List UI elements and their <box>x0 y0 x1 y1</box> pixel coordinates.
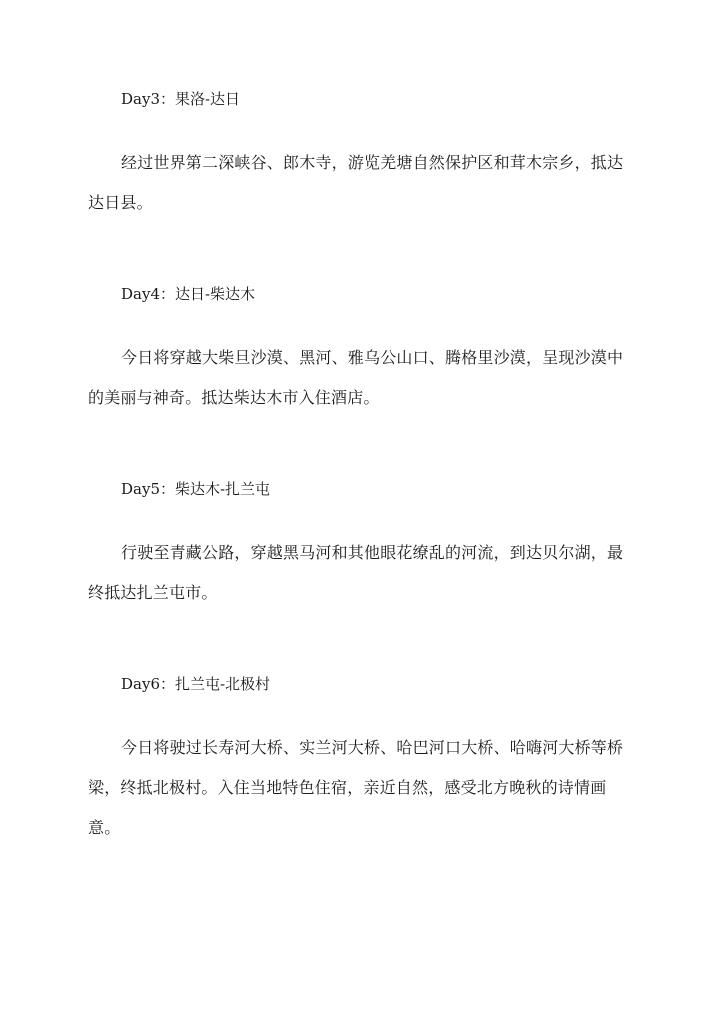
day6-description: 今日将驶过长寿河大桥、实兰河大桥、哈巴河口大桥、哈嗨河大桥等桥梁，终抵北极村。入住当地特色住宿，亲近自然，感受北方晚秋的诗情画意。 <box>88 738 624 837</box>
day4-section <box>88 283 636 418</box>
day3-heading: Day3：果洛-达日 <box>121 90 241 108</box>
day4-heading: Day4：达日-柴达木 <box>121 285 256 303</box>
day3-section <box>88 88 636 223</box>
day4-description: 今日将穿越大柴旦沙漠、黑河、雅乌公山口、腾格里沙漠，呈现沙漠中的美丽与神奇。抵达柴达木市入住酒店。 <box>88 348 624 407</box>
day5-section <box>88 478 636 613</box>
day5-description: 行驶至青藏公路，穿越黑马河和其他眼花缭乱的河流，到达贝尔湖，最终抵达扎兰屯市。 <box>88 543 624 602</box>
day6-heading: Day6：扎兰屯-北极村 <box>121 675 271 693</box>
day6-section <box>88 673 636 848</box>
day3-description: 经过世界第二深峡谷、郎木寺，游览羌塘自然保护区和茸木宗乡，抵达达日县。 <box>88 153 624 212</box>
day5-heading: Day5：柴达木-扎兰屯 <box>121 480 271 498</box>
